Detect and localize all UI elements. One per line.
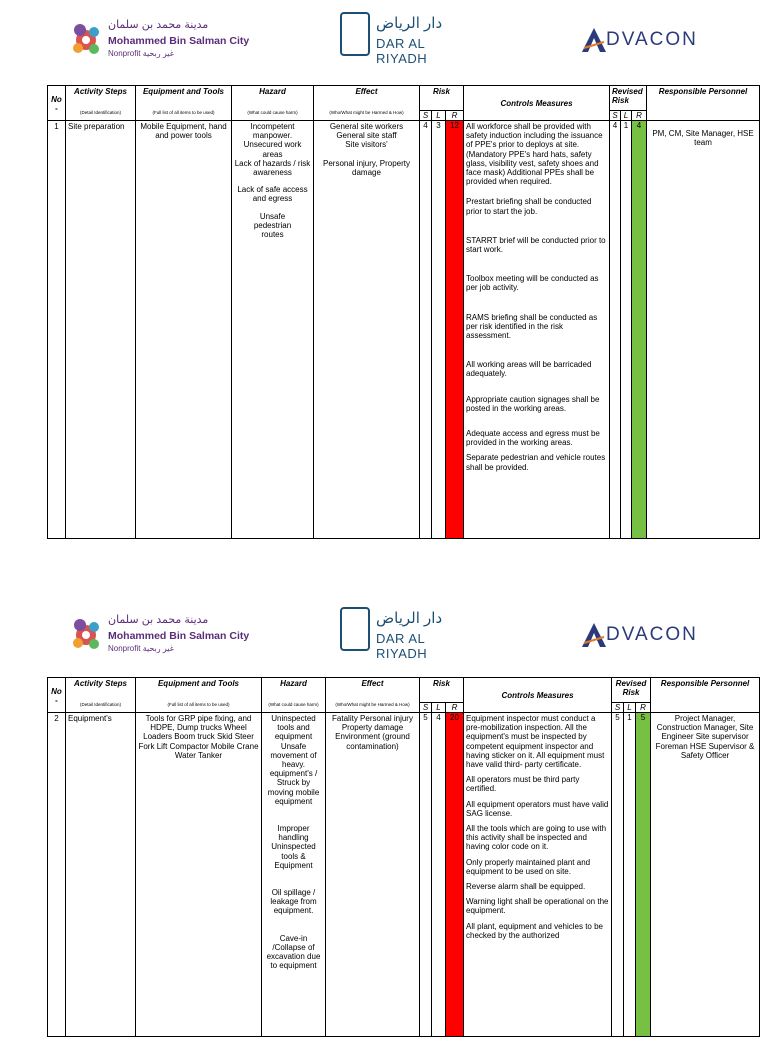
mbs-emblem-icon [68,611,104,655]
risk-l: 3 [432,121,446,539]
header-revised-l: L [621,111,632,121]
header-equipment: Equipment and Tools (Full list of all items to be used) [136,86,232,121]
header-r: R [446,111,464,121]
row-effects: General site workers General site staff Site visitors' Personal injury, Property damage [314,121,420,539]
risk-r: 12 [446,121,464,539]
dar-al-riyadh-logo-2 [340,607,460,661]
mbs-arabic-name: مدينة محمد بن سلمان [108,614,209,626]
header-s: S [420,703,432,713]
header-controls: Controls Measures [464,86,610,121]
header-responsible: Responsible Personnel [651,678,760,713]
row-no: 1 [48,121,66,539]
revised-s: 4 [610,121,621,539]
header-effect: Effect (Who/What might be Harmed & How) [326,678,420,713]
header-activity: Activity Steps (Detail Identification) [66,86,136,121]
header-r: R [446,703,464,713]
risk-assessment-table-1 [47,85,760,539]
dar-arabic-name: دار الرياض [376,610,443,627]
dar-emblem-icon [340,12,370,56]
risk-s: 4 [420,121,432,539]
header-l: L [432,703,446,713]
header-revised-l: L [624,703,636,713]
mbs-english-name: Mohammed Bin Salman City [108,630,250,642]
advacon-logo-2 [580,621,700,651]
dar-emblem-icon [340,607,370,651]
advacon-text: DVACON [606,29,698,50]
header-l: L [432,111,446,121]
header-s: S [420,111,432,121]
row-hazards: Uninspected tools and equipment Unsafe movement of heavy. equipment's / Struck by moving mobile equipment Improper handling Uninspected tools & Equipment Oil spillage / leakage from equipment. Cave-in /Collapse of excavation due to equipment [262,713,326,1037]
header-controls: Controls Measures [464,678,612,713]
page-header-2 [0,595,768,665]
dar-al-riyadh-logo [340,12,460,66]
row-hazards: Incompetent manpower. Unsecured work areas Lack of hazards / risk awareness Lack of safe access and egress Unsafe pedestrian routes [232,121,314,539]
header-no: No - [48,678,66,713]
mbs-city-logo [68,14,268,66]
advacon-logo [580,26,700,56]
row-equipment: Mobile Equipment, hand and power tools [136,121,232,539]
advacon-a-icon [580,621,608,649]
header-effect: Effect (Who/What might be Harmed & How) [314,86,420,121]
mbs-emblem-icon [68,16,104,60]
header-equipment: Equipment and Tools (Full list of all items to be used) [136,678,262,713]
dar-arabic-name: دار الرياض [376,15,443,32]
header-hazard: Hazard (What could cause harm) [262,678,326,713]
table-row [48,713,760,1037]
mbs-city-logo-2 [68,609,268,661]
header-revised-r: R [632,111,647,121]
header-revised-risk: Revised Risk [612,678,651,703]
header-revised-r: R [636,703,651,713]
row-responsible: PM, CM, Site Manager, HSE team [647,121,760,539]
mbs-nonprofit: Nonprofit غير ربحية [108,49,174,58]
row-activity: Equipment's [66,713,136,1037]
risk-l: 4 [432,713,446,1037]
dar-english-name: DAR AL RIYADH [376,36,428,66]
row-controls: All workforce shall be provided with safety induction including the issuance of PPE's prior to deploys at site. (Mandatory PPE's hard hats, safety glass, visibility vest, safety shoes and face mask) Additional PPEs shall be provided when required. Prestart briefing shall be conducted prior to start the job. STARRT brief will be conducted prior to start work. Toolbox meeting will be conducted as per job activity. RAMS briefing shall be conducted as per risk identified in the risk assessment. All working areas will be barricaded adequately. Appropriate caution signages shall be posted in the working areas. Adequate access and egress must be provided in the working areas. Separate pedestrian and vehicle routes shall be provided. [464,121,610,539]
mbs-english-name: Mohammed Bin Salman City [108,35,250,47]
mbs-nonprofit: Nonprofit غير ربحية [108,644,174,653]
mbs-arabic-name: مدينة محمد بن سلمان [108,19,209,31]
dar-english-name: DAR AL RIYADH [376,631,428,661]
row-effects: Fatality Personal injury Property damage Environment (ground contamination) [326,713,420,1037]
header-activity: Activity Steps (Detail Identification) [66,678,136,713]
row-activity: Site preparation [66,121,136,539]
row-no: 2 [48,713,66,1037]
page-header-1 [0,0,768,70]
header-revised-risk: Revised Risk [610,86,647,111]
header-hazard: Hazard (What could cause harm) [232,86,314,121]
header-revised-s: S [610,111,621,121]
header-revised-s: S [612,703,624,713]
header-risk: Risk [420,678,464,703]
row-equipment: Tools for GRP pipe fixing, and HDPE, Dump trucks Wheel Loaders Boom truck Skid Steer Fork Lift Compactor Mobile Crane Water Tanker [136,713,262,1037]
revised-r: 5 [636,713,651,1037]
risk-assessment-table-2 [47,677,760,1037]
header-responsible: Responsible Personnel [647,86,760,121]
table-row [48,121,760,539]
risk-s: 5 [420,713,432,1037]
advacon-text: DVACON [606,624,698,645]
header-no: No - [48,86,66,121]
advacon-a-icon [580,26,608,54]
revised-r: 4 [632,121,647,539]
revised-s: 5 [612,713,624,1037]
revised-l: 1 [624,713,636,1037]
risk-r: 20 [446,713,464,1037]
header-risk: Risk [420,86,464,111]
revised-l: 1 [621,121,632,539]
row-responsible: Project Manager, Construction Manager, Site Engineer Site supervisor Foreman HSE Supervisor & Safety Officer [651,713,760,1037]
row-controls: Equipment inspector must conduct a pre-mobilization inspection. All the equipment's must be inspected by competent equipment inspector and having sticker on it. All equipment must have valid third- party certificate. All operators must be third party certified. All equipment operators must have valid SAG license. All the tools which are going to use with this activity shall be inspected and having color code on it. Only properly maintained plant and equipment to be used on site. Reverse alarm shall be equipped. Warning light shall be operational on the equipment. All plant, equipment and vehicles to be checked by the authorized [464,713,612,1037]
